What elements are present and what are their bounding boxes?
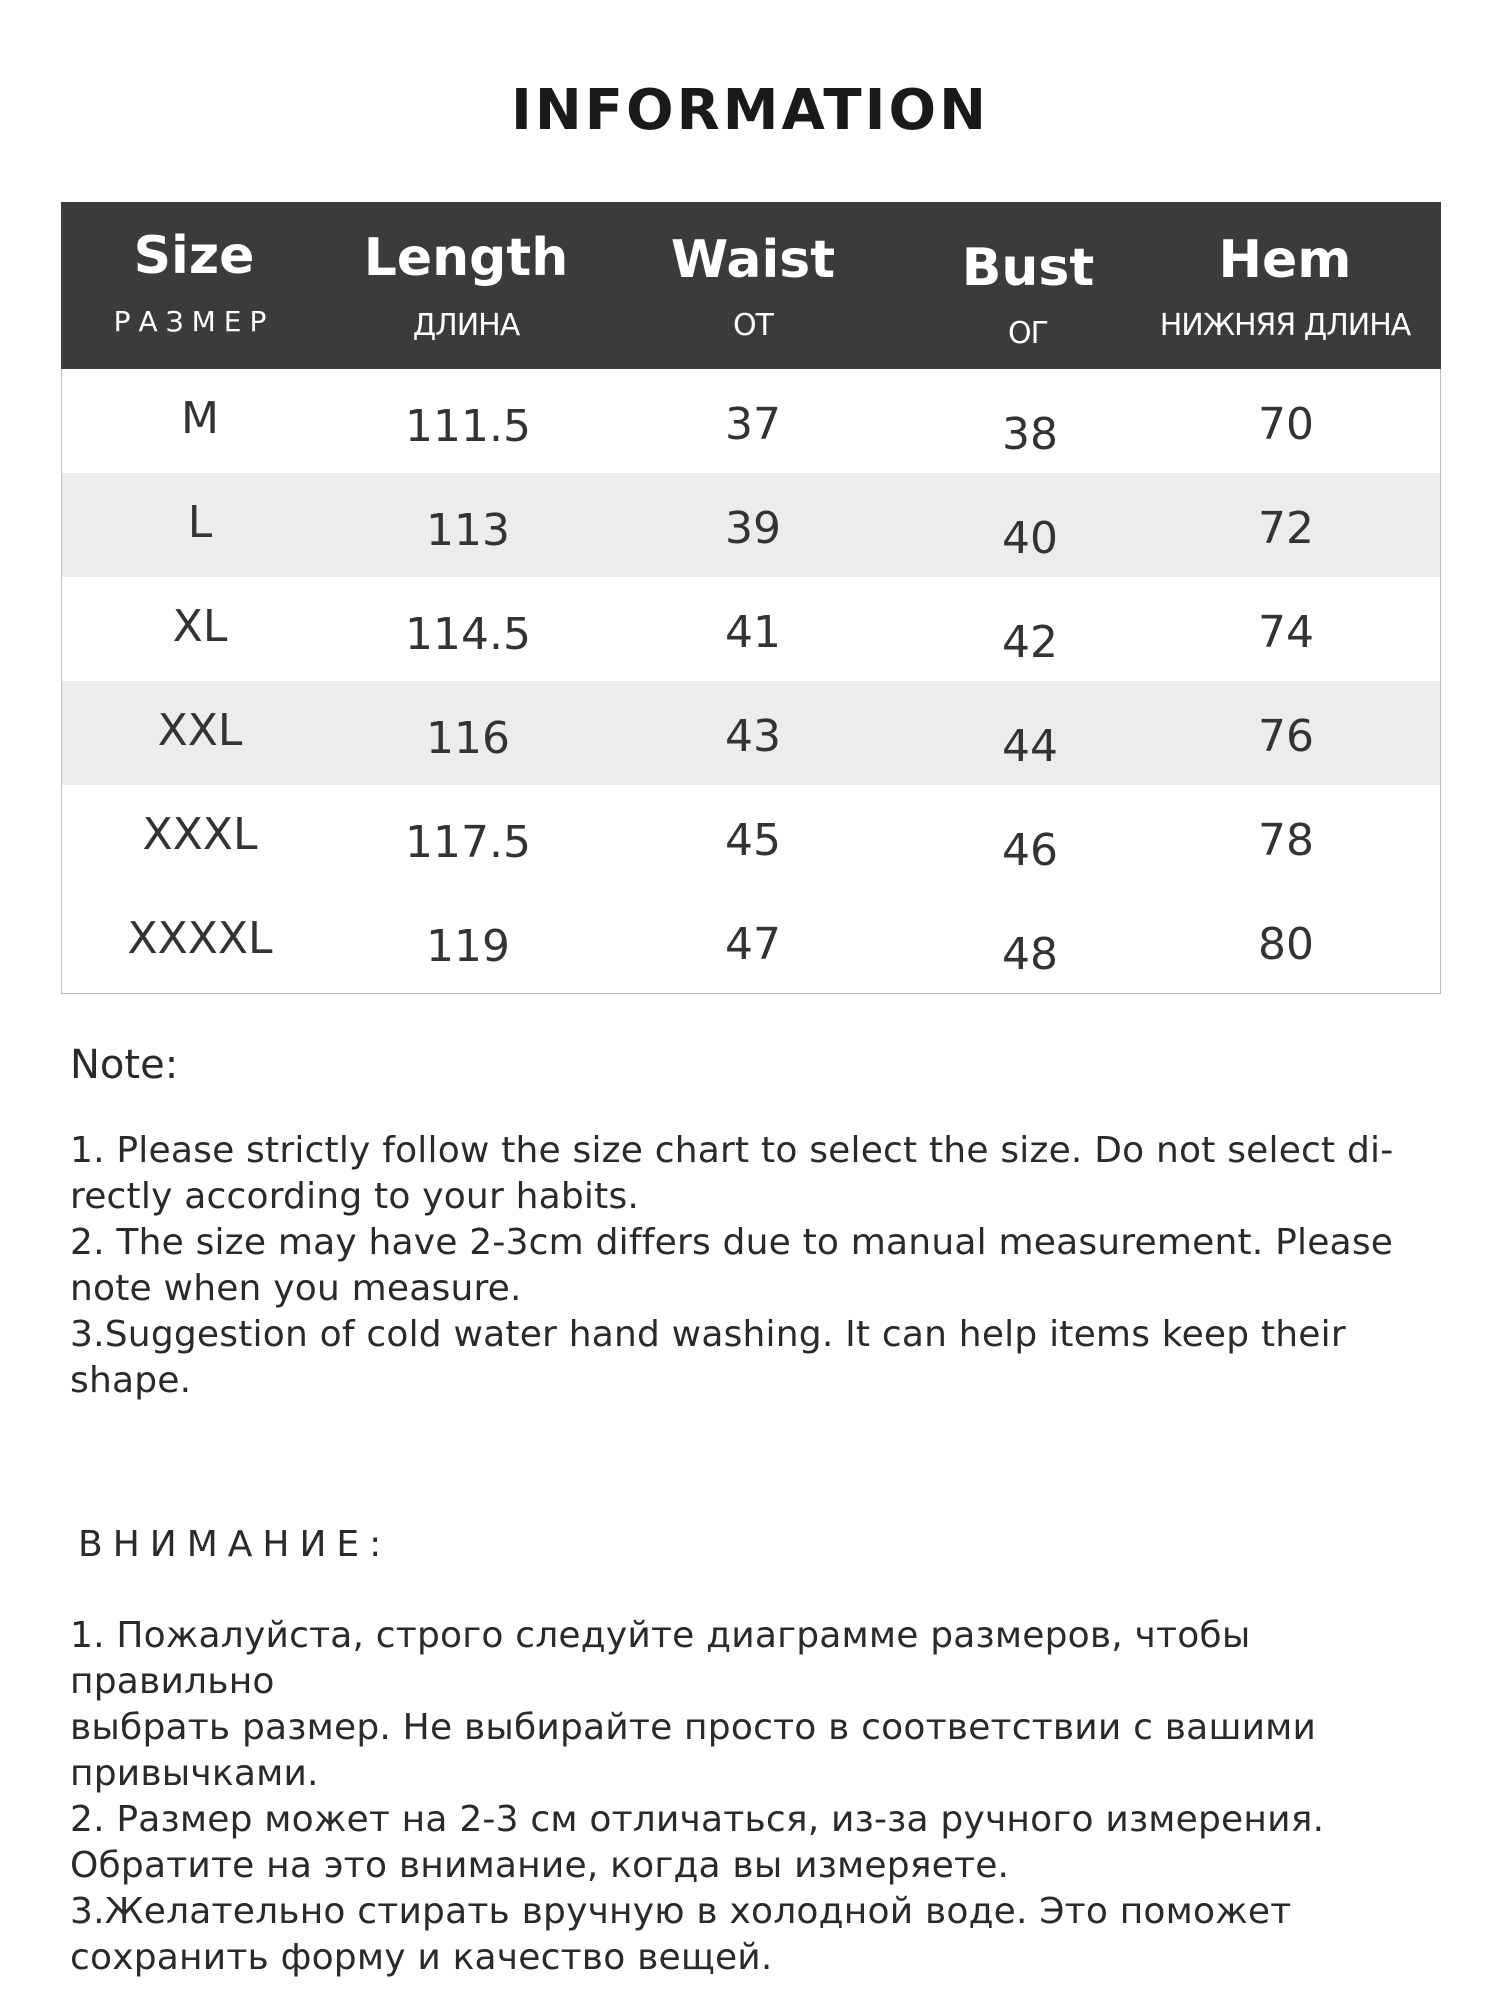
cell-bust: 40 [1002,513,1058,564]
note-ru-line: Обратите на это внимание, когда вы измеряете. [70,1845,1010,1886]
header-bust-label-ru: ОГ [1008,316,1048,351]
cell-waist: 47 [725,919,781,970]
cell-length: 117.5 [405,817,531,868]
cell-waist: 39 [725,503,781,554]
note-ru-section [70,1524,1450,1981]
table-row [62,889,1440,993]
cell-hem: 78 [1258,815,1314,866]
table-row [62,369,1440,473]
cell-size: XXXXL [127,913,273,964]
cell-size: XXL [157,705,243,756]
note-ru-line: 3.Желательно стирать вручную в холодной воде. Это поможет [70,1891,1292,1932]
cell-length: 114.5 [405,609,531,660]
note-line: 1. Please strictly follow the size chart to select the size. Do not select di- [70,1130,1394,1171]
note-heading: Note: [70,1042,179,1088]
header-size [114,226,275,393]
note-body [70,1128,1450,1404]
note-ru-line: 1. Пожалуйста, строго следуйте диаграмме размеров, чтобы правильно [70,1615,1251,1702]
header-hem-label-ru: НИЖНЯЯ ДЛИНА [1159,308,1411,343]
cell-waist: 41 [725,607,781,658]
table-header [61,202,1441,369]
note-ru-heading: ВНИМАНИЕ: [78,1524,392,1565]
cell-hem: 72 [1258,503,1314,554]
size-chart-table [61,202,1441,994]
cell-size: L [187,497,213,548]
cell-hem: 74 [1258,607,1314,658]
cell-size: XXXL [142,809,258,860]
note-line: 2. The size may have 2-3cm differs due to manual measurement. Please [70,1222,1394,1263]
note-section [70,1042,1450,1404]
header-hem-label: Hem [1218,230,1352,290]
cell-hem: 76 [1258,711,1314,762]
cell-length: 116 [426,713,510,764]
cell-hem: 70 [1258,399,1314,450]
table-row [62,577,1440,681]
header-waist-label: Waist [670,230,836,290]
page-title: INFORMATION [511,78,989,143]
cell-length: 119 [426,921,510,972]
table-body [62,369,1440,993]
cell-bust: 38 [1002,409,1058,460]
cell-bust: 46 [1002,825,1058,876]
cell-waist: 45 [725,815,781,866]
note-ru-line: выбрать размер. Не выбирайте просто в соответствии с вашими [70,1707,1317,1748]
cell-size: XL [172,601,228,652]
cell-length: 113 [426,505,510,556]
cell-bust: 48 [1002,929,1058,980]
note-line: shape. [70,1360,192,1401]
note-ru-line: привычками. [70,1753,319,1794]
header-bust-label: Bust [961,238,1095,298]
note-line: rectly according to your habits. [70,1176,640,1217]
note-ru-line: сохранить форму и качество вещей. [70,1937,773,1978]
table-row [62,785,1440,889]
table-row [62,473,1440,577]
header-size-label: Size [133,226,255,286]
note-line: 3.Suggestion of cold water hand washing. It can help items keep their [70,1314,1346,1355]
cell-bust: 44 [1002,721,1058,772]
cell-hem: 80 [1258,919,1314,970]
header-size-label-ru: РАЗМЕР [113,305,275,338]
note-ru-line: 2. Размер может на 2-3 см отличаться, из-за ручного измерения. [70,1799,1325,1840]
header-length-label: Length [363,228,569,288]
cell-size: M [181,393,219,444]
cell-length: 111.5 [405,401,531,452]
cell-waist: 37 [725,399,781,450]
note-ru-body [70,1613,1450,1981]
cell-bust: 42 [1002,617,1058,668]
table-row [62,681,1440,785]
header-length-label-ru: ДЛИНА [412,308,520,343]
note-line: note when you measure. [70,1268,522,1309]
header-waist-label-ru: ОТ [733,308,773,343]
cell-waist: 43 [725,711,781,762]
